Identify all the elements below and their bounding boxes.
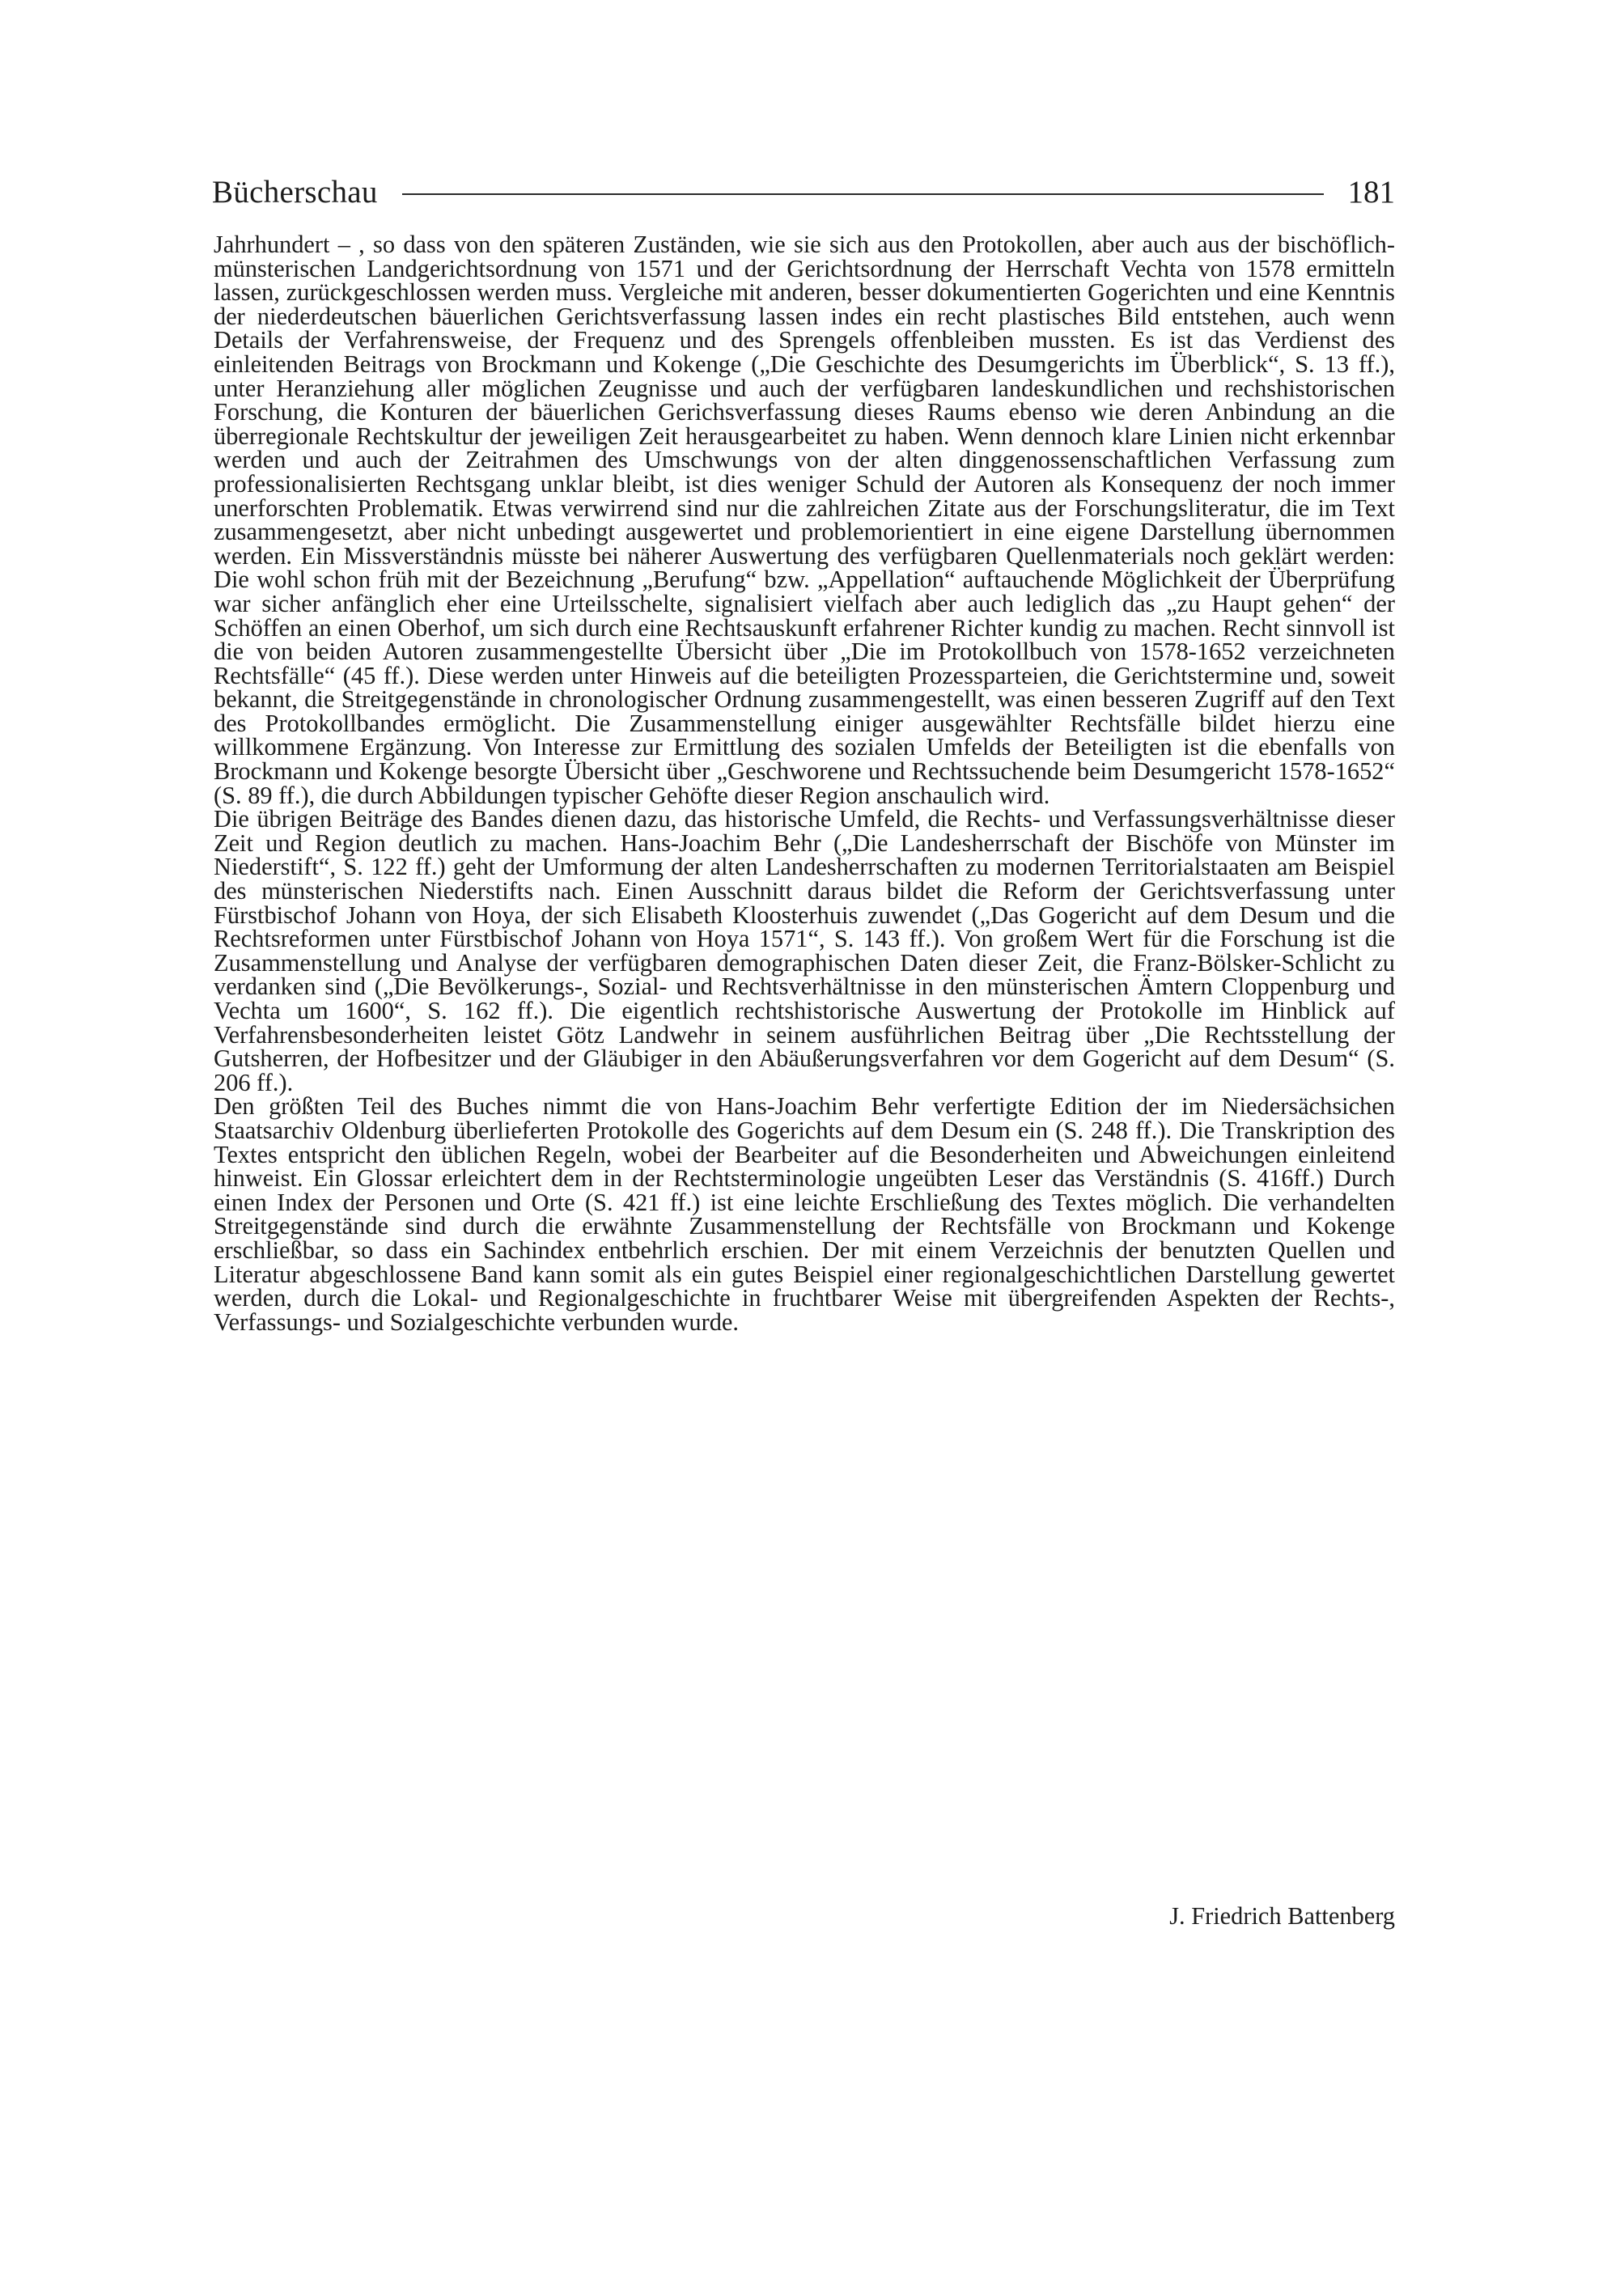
paragraph: Die übrigen Beiträge des Bandes dienen dazu, das historische Umfeld, die Rechts- und Verfassungsverhältnisse dieser Zeit und Region deutlich zu machen. Hans-Joachim Behr („Die Landesherrschaft der Bischöfe von Münster im Niederstift“, S. 122 ff.) geht der Umformung der alten Landesherrschaften zu modernen Territorialstaaten am Beispiel des münsterischen Niederstifts nach. Einen Ausschnitt daraus bildet die Reform der Gerichtsverfassung unter Fürstbischof Johann von Hoya, der sich Elisabeth Kloosterhuis zuwendet („Das Gogericht auf dem Desum und die Rechtsreformen unter Fürstbischof Johann von Hoya 1571“, S. 143 ff.). Von großem Wert für die Forschung ist die Zusammenstellung und Analyse der verfügbaren demographischen Daten dieser Zeit, die Franz-Bölsker-Schlicht zu verdanken sind („Die Bevölkerungs-, Sozial- und Rechtsverhältnisse in den münsterischen Ämtern Cloppenburg und Vechta um 1600“, S. 162 ff.). Die eigentlich rechtshistorische Auswertung der Protokolle im Hinblick auf Verfahrensbesonderheiten leistet Götz Landwehr in seinem ausführlichen Beitrag über „Die Rechtsstellung der Gutsherren, der Hofbesitzer und der Gläubiger in den Abäußerungsverfahren vor dem Gogericht auf dem Desum“ (S. 206 ff.). [214, 805, 1395, 1096]
running-title: Bücherschau [212, 174, 378, 210]
page-number: 181 [1347, 174, 1395, 210]
review-body [214, 233, 1395, 1334]
author-signature: J. Friedrich Battenberg [1169, 1902, 1395, 1930]
paragraph: Den größten Teil des Buches nimmt die von Hans-Joachim Behr verfertigte Edition der im Niedersächsichen Staatsarchiv Oldenburg überlieferten Protokolle des Gogerichts auf dem Desum ein (S. 248 ff.). Die Transkription des Textes entspricht den üblichen Regeln, wobei der Bearbeiter auf die Besonderheiten und Abweichungen einleitend hinweist. Ein Glossar erleichtert dem in der Rechtsterminologie ungeübten Leser das Verständnis (S. 416ff.) Durch einen Index der Personen und Orte (S. 421 ff.) ist eine leichte Erschließung des Textes möglich. Die verhandelten Streitgegenstände sind durch die erwähnte Zusammenstellung der Rechtsfälle von Brockmann und Kokenge erschließbar, so dass ein Sachindex entbehrlich erschien. Der mit einem Verzeichnis der benutzten Quellen und Literatur abgeschlossene Band kann somit als ein gutes Beispiel einer regionalgeschichtlichen Darstellung gewertet werden, durch die Lokal- und Regionalgeschichte in fruchtbarer Weise mit übergreifenden Aspekten der Rechts-, Verfassungs- und Sozialgeschichte verbunden wurde. [214, 1092, 1395, 1336]
header-rule [402, 193, 1324, 195]
running-head [212, 172, 1395, 212]
paragraph: Jahrhundert – , so dass von den späteren Zuständen, wie sie sich aus den Protokollen, aber auch aus der bischöflich-münsterischen Landgerichtsordnung von 1571 und der Gerichtsordnung der Herrschaft Vechta von 1578 ermitteln lassen, zurückgeschlossen werden muss. Vergleiche mit anderen, besser dokumentierten Gogerichten und eine Kenntnis der niederdeutschen bäuerlichen Gerichtsverfassung lassen indes ein recht plastisches Bild entstehen, auch wenn Details der Verfahrensweise, der Frequenz und des Sprengels offenbleiben mussten. Es ist das Verdienst des einleitenden Beitrags von Brockmann und Kokenge („Die Geschichte des Desumgerichts im Überblick“, S. 13 ff.), unter Heranziehung aller möglichen Zeugnisse und auch der verfügbaren landeskundlichen und rechshistorischen Forschung, die Konturen der bäuerlichen Gerichsverfassung dieses Raums ebenso wie deren Anbindung an die überregionale Rechtskultur der jeweiligen Zeit herausgearbeitet zu haben. Wenn dennoch klare Linien nicht erkennbar werden und auch der Zeitrahmen des Umschwungs von der alten dinggenossenschaftlichen Verfassung zum professionalisierten Rechtsgang unklar bleibt, ist dies weniger Schuld der Autoren als Konsequenz der noch immer unerforschten Problematik. Etwas verwirrend sind nur die zahlreichen Zitate aus der Forschungsliteratur, die im Text zusammengesetzt, aber nicht unbedingt ausgewertet und problemorientiert in eine eigene Darstellung übernommen werden. Ein Missverständnis müsste bei näherer Auswertung des verfügbaren Quellenmaterials noch geklärt werden: Die wohl schon früh mit der Bezeichnung „Berufung“ bzw. „Appellation“ auftauchende Möglichkeit der Überprüfung war sicher anfänglich eher eine Urteilsschelte, signalisiert vielfach aber auch lediglich das „zu Haupt gehen“ der Schöffen an einen Oberhof, um sich durch eine Rechtsauskunft erfahrener Richter kundig zu machen. Recht sinnvoll ist die von beiden Autoren zusammengestellte Übersicht über „Die im Protokollbuch von 1578-1652 verzeichneten Rechtsfälle“ (45 ff.). Diese werden unter Hinweis auf die beteiligten Prozessparteien, die Gerichtstermine und, soweit bekannt, die Streitgegenstände in chronologischer Ordnung zusammengestellt, was einen besseren Zugriff auf den Text des Protokollbandes ermöglicht. Die Zusammenstellung einiger ausgewählter Rechtsfälle bildet hierzu eine willkommene Ergänzung. Von Interesse zur Ermittlung des sozialen Umfelds der Beteiligten ist die ebenfalls von Brockmann und Kokenge besorgte Übersicht über „Geschworene und Rechtssuchende beim Desumgericht 1578-1652“ (S. 89 ff.), die durch Abbildungen typischer Gehöfte dieser Region anschaulich wird. [214, 231, 1395, 809]
